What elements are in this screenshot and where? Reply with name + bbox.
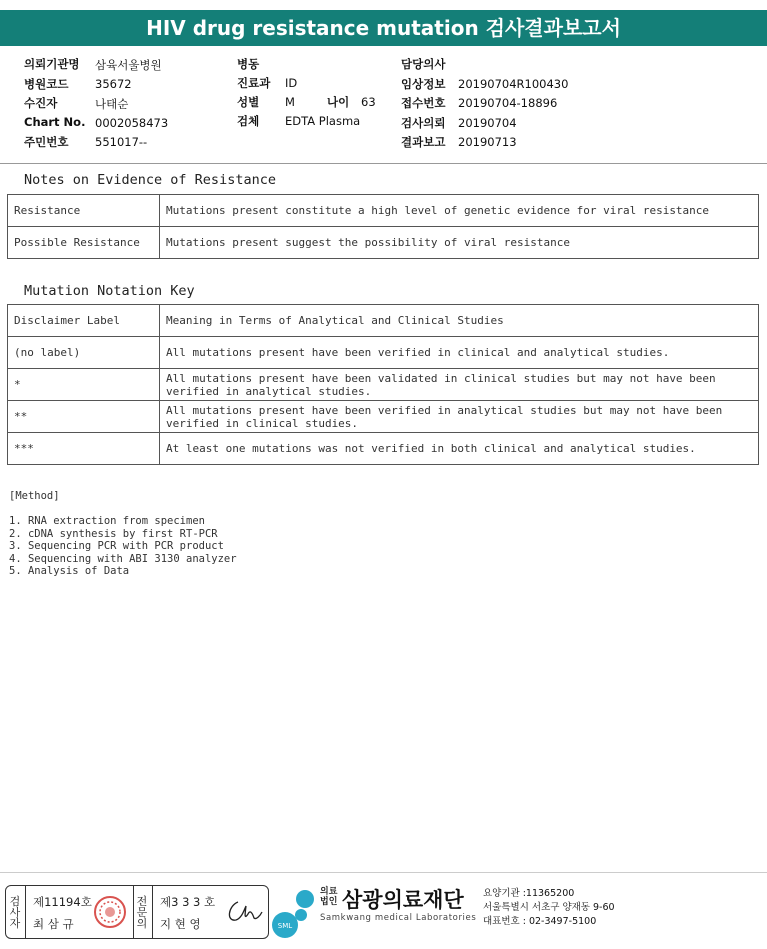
lab-prefix-1: 의료 xyxy=(320,887,338,897)
row-label: Disclaimer Label xyxy=(8,305,160,337)
notes-title: Notes on Evidence of Resistance xyxy=(24,172,276,188)
mutation-key-title: Mutation Notation Key xyxy=(24,283,195,299)
row-description: Mutations present suggest the possibility of viral resistance xyxy=(160,227,759,259)
examiner-license: 제11194호 xyxy=(33,895,92,909)
footer xyxy=(0,872,767,949)
patient-field-label: 진료과 xyxy=(237,76,271,90)
row-description: At least one mutations was not verified in both clinical and analytical studies. xyxy=(160,433,759,465)
row-label: Resistance xyxy=(8,195,160,227)
patient-field-label: 수진자 xyxy=(24,96,58,110)
lab-code: 요양기관 :11365200 xyxy=(483,888,575,899)
patient-field-value: ID xyxy=(285,76,298,90)
lab-phone: 대표번호 : 02-3497-5100 xyxy=(483,916,597,927)
table-row xyxy=(8,369,759,401)
row-label: Possible Resistance xyxy=(8,227,160,259)
age-value: 63 xyxy=(361,95,376,109)
table-row xyxy=(8,401,759,433)
stamp-icon xyxy=(92,894,128,930)
patient-field-label: 담당의사 xyxy=(401,57,446,71)
patient-field-value: M xyxy=(285,95,295,109)
sml-logo-icon xyxy=(271,885,319,941)
lab-prefix-2: 법인 xyxy=(320,897,338,907)
patient-field-value: 20190713 xyxy=(458,135,517,149)
method-title: [Method] xyxy=(9,490,60,502)
table-row xyxy=(8,227,759,259)
signature-box xyxy=(5,885,269,939)
lab-address: 서울특별시 서초구 양재동 9-60 xyxy=(483,902,615,913)
patient-field-value: 0002058473 xyxy=(95,115,169,130)
table-row xyxy=(8,305,759,337)
patient-field-label: 병원코드 xyxy=(24,76,69,91)
method-step: 2. cDNA synthesis by first RT-PCR xyxy=(9,527,218,540)
table-row xyxy=(8,337,759,369)
patient-field-value: 551017-- xyxy=(95,135,148,149)
age-label: 나이 xyxy=(327,95,350,109)
patient-field-label: 검체 xyxy=(237,114,260,128)
doctor-name: 지 현 영 xyxy=(160,917,201,931)
table-row xyxy=(8,195,759,227)
patient-field-value: 20190704R100430 xyxy=(458,76,569,91)
patient-field-label: Chart No. xyxy=(24,114,86,129)
row-label: *** xyxy=(8,433,160,465)
examiner-name: 최 삼 규 xyxy=(33,917,74,931)
divider xyxy=(0,163,767,164)
patient-field-value: 나태순 xyxy=(95,97,129,111)
signature-icon xyxy=(224,896,264,928)
patient-field-label: 결과보고 xyxy=(401,135,446,149)
notes-table xyxy=(7,194,759,259)
row-description: All mutations present have been validated in clinical studies but may not have been verified in analytical studies. xyxy=(160,369,759,401)
patient-field-label: 성별 xyxy=(237,95,260,109)
logo-text: SML xyxy=(277,922,293,930)
patient-field-value: 20190704-18896 xyxy=(458,96,558,110)
report-title: HIV drug resistance mutation 검사결과보고서 xyxy=(0,10,767,46)
patient-field-label: 임상정보 xyxy=(401,76,446,91)
row-label: (no label) xyxy=(8,337,160,369)
row-description: All mutations present have been verified in clinical and analytical studies. xyxy=(160,337,759,369)
patient-field-label: 의뢰기관명 xyxy=(24,57,80,71)
method-step: 4. Sequencing with ABI 3130 analyzer xyxy=(9,552,237,565)
patient-field-label: 병동 xyxy=(237,57,260,71)
table-row xyxy=(8,433,759,465)
patient-field-label: 주민번호 xyxy=(24,135,69,149)
method-step: 1. RNA extraction from specimen xyxy=(9,515,205,527)
method-step: 5. Analysis of Data xyxy=(9,565,130,577)
doctor-label: 전문의 xyxy=(136,895,148,930)
lab-name: 삼광의료재단 xyxy=(342,888,464,912)
mutation-key-table xyxy=(7,304,759,465)
patient-field-value: 삼육서울병원 xyxy=(95,58,162,72)
doctor-license: 제3 3 3 호 xyxy=(160,895,216,909)
row-description: All mutations present have been verified in analytical studies but may not have been verified in clinical studies. xyxy=(160,401,759,433)
method-list xyxy=(9,515,237,578)
row-description: Meaning in Terms of Analytical and Clinical Studies xyxy=(160,305,759,337)
patient-field-label: 접수번호 xyxy=(401,96,446,110)
row-label: ** xyxy=(8,401,160,433)
patient-field-value: EDTA Plasma xyxy=(285,114,361,128)
patient-field-value: 35672 xyxy=(95,76,132,91)
row-label: * xyxy=(8,369,160,401)
lab-name-en: Samkwang medical Laboratories xyxy=(320,913,477,923)
examiner-label: 검사자 xyxy=(9,895,21,930)
method-step: 3. Sequencing PCR with PCR product xyxy=(9,540,224,552)
patient-field-value: 20190704 xyxy=(458,115,517,130)
patient-field-label: 검사의뢰 xyxy=(401,115,446,130)
row-description: Mutations present constitute a high level of genetic evidence for viral resistance xyxy=(160,195,759,227)
